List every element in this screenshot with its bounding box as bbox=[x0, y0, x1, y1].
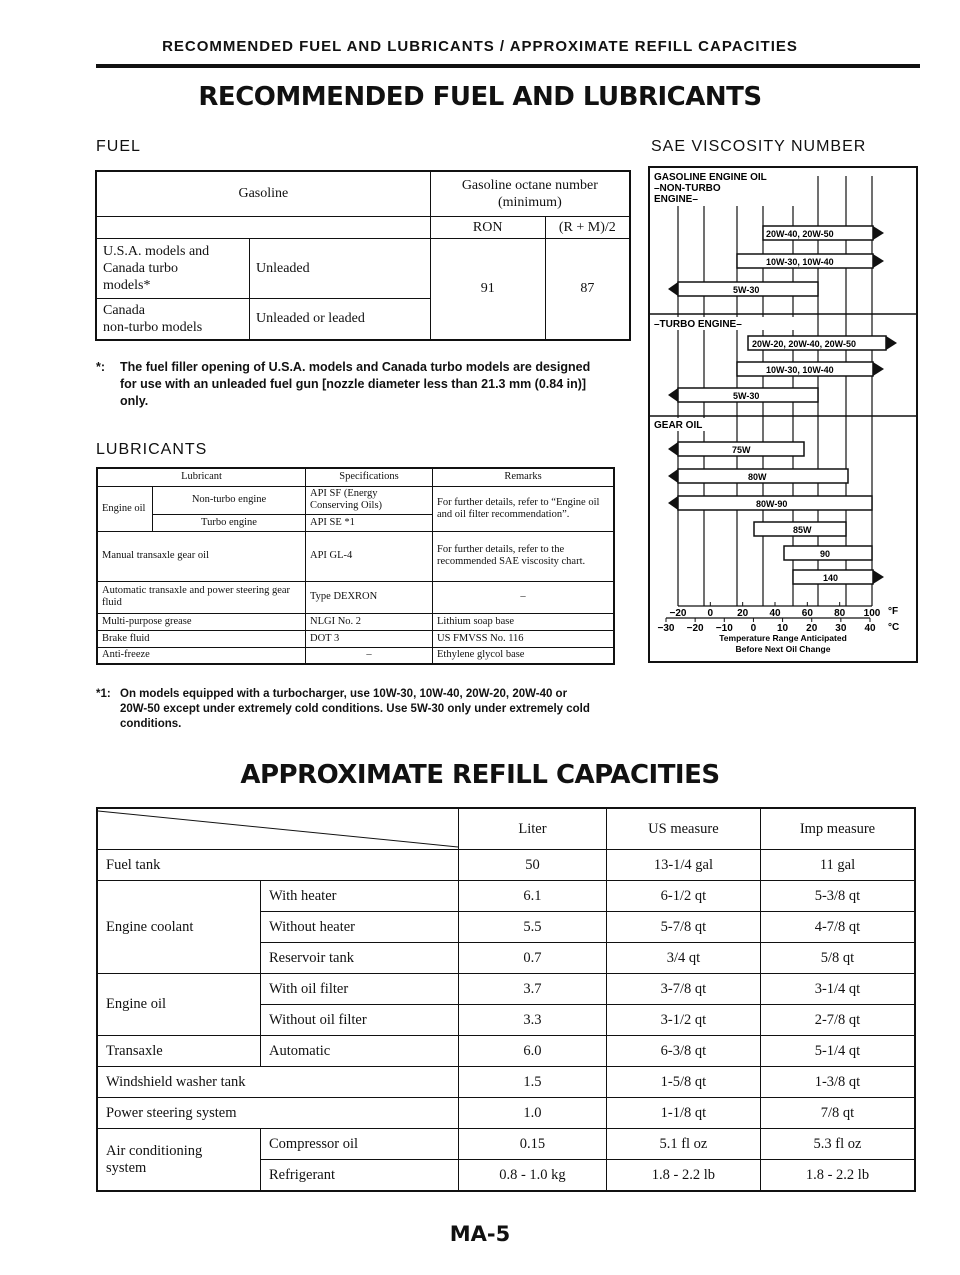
fuel-col-gasoline: Gasoline bbox=[96, 171, 430, 216]
lub-note: *1: On models equipped with a turbocharger, use 10W-30, 10W-40, 20W-20, 20W-40 or 20W-50 except under extremely cold conditions. Use 5W-30 only under extremely cold conditions. bbox=[96, 688, 590, 730]
svg-text:140: 140 bbox=[823, 573, 839, 583]
chart-caption-2: Before Next Oil Change bbox=[735, 644, 831, 654]
cap-compressor: Compressor oil bbox=[261, 1129, 459, 1160]
lub-manual: Manual transaxle gear oil bbox=[97, 531, 306, 581]
cap-h-liter: Liter bbox=[459, 808, 607, 850]
c-tick-label: 0 bbox=[750, 623, 757, 634]
band-nt-10w bbox=[737, 254, 884, 268]
gasoline-label-3: ENGINE– bbox=[654, 194, 698, 205]
fuel-section-title: FUEL bbox=[96, 138, 141, 155]
lub-antifreeze-remark: Ethylene glycol base bbox=[433, 647, 615, 664]
lub-auto: Automatic transaxle and power steering gear fluid bbox=[97, 581, 306, 613]
lub-auto-spec: Type DEXRON bbox=[306, 581, 433, 613]
lub-h-remarks: Remarks bbox=[433, 468, 615, 486]
cap-cell: 3.3 bbox=[459, 1005, 607, 1036]
lub-brake: Brake fluid bbox=[97, 630, 306, 647]
fuel-ron-value: 91 bbox=[430, 238, 545, 340]
cap-cell: 11 gal bbox=[760, 850, 915, 881]
gasoline-label-2: –NON-TURBO bbox=[654, 183, 721, 194]
lub-antifreeze: Anti-freeze bbox=[97, 647, 306, 664]
lubricants-section-title: LUBRICANTS bbox=[96, 441, 208, 458]
lub-brake-spec: DOT 3 bbox=[306, 630, 433, 647]
cap-cell: 3-1/4 qt bbox=[760, 974, 915, 1005]
sae-viscosity-chart bbox=[648, 166, 920, 666]
cap-cell: 3-7/8 qt bbox=[606, 974, 760, 1005]
corner-diagonal bbox=[98, 809, 458, 849]
cap-automatic: Automatic bbox=[261, 1036, 459, 1067]
svg-text:75W: 75W bbox=[732, 445, 751, 455]
f-tick-label: −20 bbox=[669, 608, 687, 619]
cap-cell: 6-3/8 qt bbox=[606, 1036, 760, 1067]
cap-cell: 50 bbox=[459, 850, 607, 881]
lub-antifreeze-spec: – bbox=[306, 647, 433, 664]
cap-transaxle: Transaxle bbox=[97, 1036, 261, 1067]
band-g85 bbox=[754, 522, 846, 536]
svg-text:80W: 80W bbox=[748, 472, 767, 482]
fuel-rm2-value: 87 bbox=[545, 238, 630, 340]
svg-text:5W-30: 5W-30 bbox=[733, 285, 760, 295]
cap-cell: 0.8 - 1.0 kg bbox=[459, 1160, 607, 1192]
cap-cell: 1-3/8 qt bbox=[760, 1067, 915, 1098]
cap-h-imp: Imp measure bbox=[760, 808, 915, 850]
fuel-spacer bbox=[96, 216, 430, 238]
cap-cell: 5.3 fl oz bbox=[760, 1129, 915, 1160]
cap-cell: 1-5/8 qt bbox=[606, 1067, 760, 1098]
f-tick-label: 60 bbox=[801, 608, 813, 619]
lub-brake-remark: US FMVSS No. 116 bbox=[433, 630, 615, 647]
cap-cell: 6.1 bbox=[459, 881, 607, 912]
svg-text:10W-30, 10W-40: 10W-30, 10W-40 bbox=[766, 257, 834, 267]
cap-cell: 1.0 bbox=[459, 1098, 607, 1129]
fuel-row1-type: Unleaded bbox=[250, 238, 431, 298]
cap-cell: 1.5 bbox=[459, 1067, 607, 1098]
fuel-row1-models: U.S.A. models and Canada turbo models* bbox=[96, 238, 250, 298]
cap-fuel-tank: Fuel tank bbox=[97, 850, 459, 881]
chart-caption-1: Temperature Range Anticipated bbox=[719, 633, 847, 643]
cap-cell: 6-1/2 qt bbox=[606, 881, 760, 912]
band-g8090 bbox=[668, 496, 872, 510]
lub-grease-spec: NLGI No. 2 bbox=[306, 613, 433, 630]
cap-without-filter: Without oil filter bbox=[261, 1005, 459, 1036]
cap-cell: 1-1/8 qt bbox=[606, 1098, 760, 1129]
sae-section-title: SAE VISCOSITY NUMBER bbox=[651, 138, 867, 155]
f-tick-label: 80 bbox=[834, 608, 846, 619]
band-nt-20w bbox=[763, 226, 884, 240]
cap-cell: 13-1/4 gal bbox=[606, 850, 760, 881]
band-t-20w bbox=[748, 336, 897, 350]
band-g80 bbox=[668, 469, 848, 483]
fuel-row2-models: Canada non-turbo models bbox=[96, 298, 250, 340]
svg-text:80W-90: 80W-90 bbox=[756, 499, 788, 509]
cap-washer: Windshield washer tank bbox=[97, 1067, 459, 1098]
band-g75 bbox=[668, 442, 804, 456]
c-tick-label: 40 bbox=[864, 623, 876, 634]
cap-cell: 7/8 qt bbox=[760, 1098, 915, 1129]
cap-cell: 3.7 bbox=[459, 974, 607, 1005]
band-t-5w bbox=[668, 388, 818, 402]
lub-non-turbo-spec: API SF (Energy Conserving Oils) bbox=[306, 486, 433, 514]
cap-cell: 3/4 qt bbox=[606, 943, 760, 974]
cap-cell: 3-1/2 qt bbox=[606, 1005, 760, 1036]
cap-cell: 6.0 bbox=[459, 1036, 607, 1067]
fuel-col-rm2: (R + M)/2 bbox=[545, 216, 630, 238]
cap-cell: 4-7/8 qt bbox=[760, 912, 915, 943]
lub-engine-remark: For further details, refer to “Engine oil and oil filter recommendation”. bbox=[433, 486, 615, 531]
cap-with-heater: With heater bbox=[261, 881, 459, 912]
cap-h-us: US measure bbox=[606, 808, 760, 850]
c-tick-label: 10 bbox=[777, 623, 789, 634]
lub-manual-remark: For further details, refer to the recommended SAE viscosity chart. bbox=[433, 531, 615, 581]
c-axis-ticks bbox=[658, 618, 876, 634]
f-tick-label: 0 bbox=[707, 608, 714, 619]
lub-non-turbo: Non-turbo engine bbox=[153, 486, 306, 514]
cap-engine-coolant: Engine coolant bbox=[97, 881, 261, 974]
gear-label: GEAR OIL bbox=[654, 420, 703, 431]
f-tick-label: 100 bbox=[863, 608, 881, 619]
fuel-table bbox=[95, 170, 631, 341]
fuel-col-octane: Gasoline octane number (minimum) bbox=[430, 171, 630, 216]
c-unit: °C bbox=[888, 622, 900, 633]
c-tick-label: −20 bbox=[686, 623, 704, 634]
cap-reservoir: Reservoir tank bbox=[261, 943, 459, 974]
cap-refrigerant: Refrigerant bbox=[261, 1160, 459, 1192]
cap-cell: 0.7 bbox=[459, 943, 607, 974]
lub-engine-oil: Engine oil bbox=[97, 486, 153, 531]
svg-text:85W: 85W bbox=[793, 525, 812, 535]
cap-engine-oil: Engine oil bbox=[97, 974, 261, 1036]
c-tick-label: 20 bbox=[806, 623, 818, 634]
cap-without-heater: Without heater bbox=[261, 912, 459, 943]
svg-text:20W-20, 20W-40, 20W-50: 20W-20, 20W-40, 20W-50 bbox=[752, 339, 857, 349]
fuel-row2-type: Unleaded or leaded bbox=[250, 298, 431, 340]
lub-h-lubricant: Lubricant bbox=[97, 468, 306, 486]
c-tick-label: −10 bbox=[715, 623, 733, 634]
capacities-table bbox=[96, 807, 916, 1192]
band-g140 bbox=[793, 570, 884, 584]
lubricants-table bbox=[96, 467, 615, 665]
cap-cell: 5-3/8 qt bbox=[760, 881, 915, 912]
title-refill-capacities: APPROXIMATE REFILL CAPACITIES bbox=[240, 760, 720, 790]
svg-text:10W-30, 10W-40: 10W-30, 10W-40 bbox=[766, 365, 834, 375]
band-nt-5w bbox=[668, 282, 818, 296]
cap-with-filter: With oil filter bbox=[261, 974, 459, 1005]
cap-cell: 0.15 bbox=[459, 1129, 607, 1160]
cap-corner bbox=[97, 808, 459, 850]
cap-air-conditioning: Air conditioning system bbox=[97, 1129, 261, 1192]
cap-cell: 2-7/8 qt bbox=[760, 1005, 915, 1036]
lub-auto-remark: – bbox=[433, 581, 615, 613]
svg-text:5W-30: 5W-30 bbox=[733, 391, 760, 401]
gasoline-label-1: GASOLINE ENGINE OIL bbox=[654, 172, 767, 183]
cap-cell: 5-7/8 qt bbox=[606, 912, 760, 943]
lub-h-specs: Specifications bbox=[306, 468, 433, 486]
band-t-10w bbox=[737, 362, 884, 376]
cap-cell: 5/8 qt bbox=[760, 943, 915, 974]
svg-text:90: 90 bbox=[820, 549, 831, 559]
cap-cell: 5.1 fl oz bbox=[606, 1129, 760, 1160]
band-g90 bbox=[784, 546, 872, 560]
cap-cell: 1.8 - 2.2 lb bbox=[606, 1160, 760, 1192]
cap-cell: 5.5 bbox=[459, 912, 607, 943]
lub-turbo: Turbo engine bbox=[153, 514, 306, 531]
header-rule bbox=[96, 64, 920, 68]
lub-turbo-spec: API SE *1 bbox=[306, 514, 433, 531]
fuel-note: *: The fuel filler opening of U.S.A. models and Canada turbo models are designed for use with an unleaded fuel gun [nozzle diameter less than 21.3 mm (0.84 in)] only. bbox=[96, 360, 591, 408]
svg-text:20W-40, 20W-50: 20W-40, 20W-50 bbox=[766, 229, 834, 239]
lub-manual-spec: API GL-4 bbox=[306, 531, 433, 581]
running-header: RECOMMENDED FUEL AND LUBRICANTS / APPROXIMATE REFILL CAPACITIES bbox=[162, 38, 798, 55]
turbo-label: –TURBO ENGINE– bbox=[654, 319, 742, 330]
c-tick-label: 30 bbox=[835, 623, 847, 634]
f-tick-label: 20 bbox=[737, 608, 749, 619]
cap-power-steering: Power steering system bbox=[97, 1098, 459, 1129]
lub-grease: Multi-purpose grease bbox=[97, 613, 306, 630]
cap-cell: 5-1/4 qt bbox=[760, 1036, 915, 1067]
title-fuel-lubricants: RECOMMENDED FUEL AND LUBRICANTS bbox=[198, 82, 762, 112]
fuel-col-ron: RON bbox=[430, 216, 545, 238]
chart-border bbox=[649, 167, 917, 662]
cap-cell: 1.8 - 2.2 lb bbox=[760, 1160, 915, 1192]
page-number: MA-5 bbox=[449, 1222, 511, 1246]
c-tick-label: −30 bbox=[657, 623, 675, 634]
lub-grease-remark: Lithium soap base bbox=[433, 613, 615, 630]
f-unit: °F bbox=[888, 606, 899, 617]
f-tick-label: 40 bbox=[769, 608, 781, 619]
f-axis-ticks bbox=[670, 602, 881, 619]
